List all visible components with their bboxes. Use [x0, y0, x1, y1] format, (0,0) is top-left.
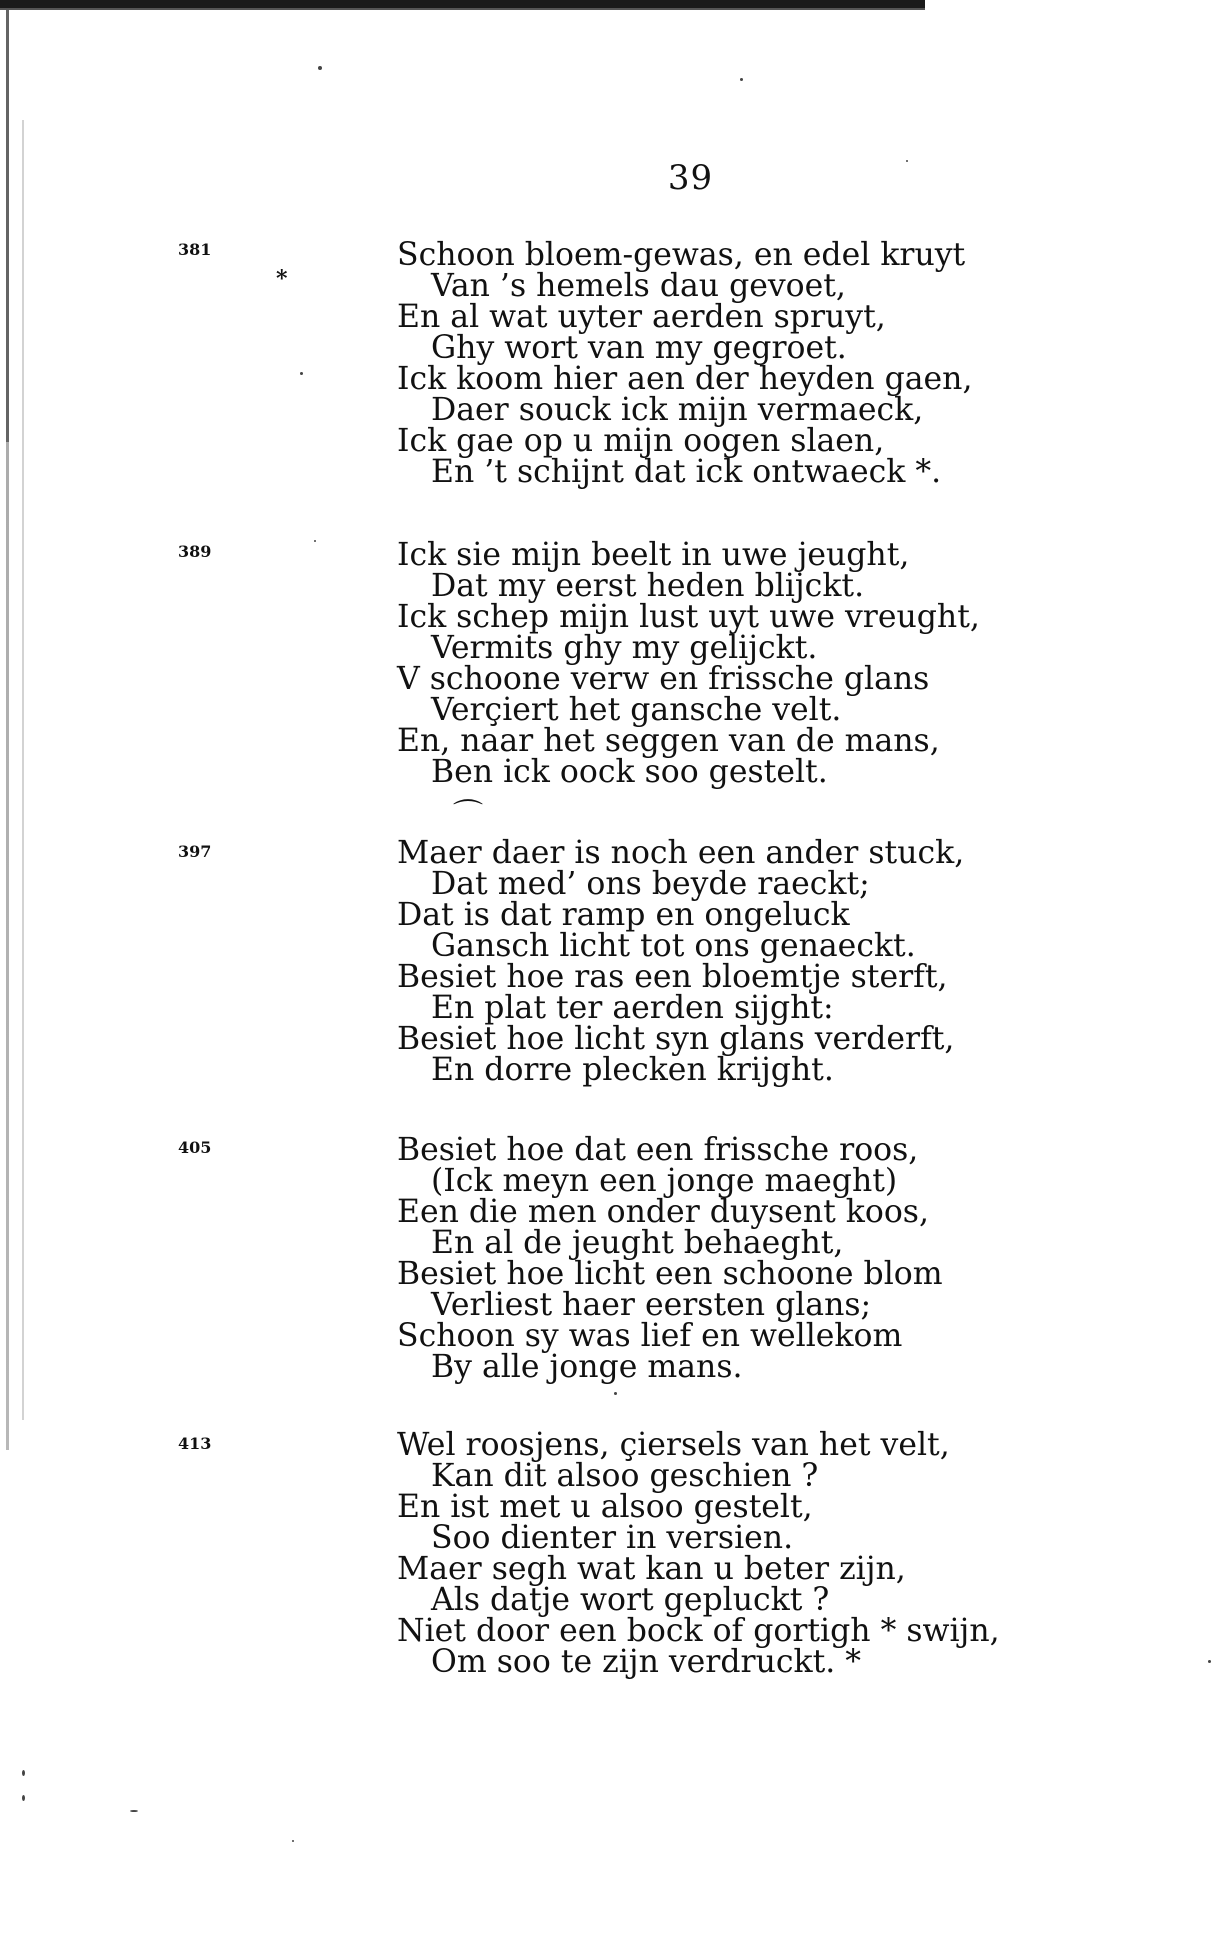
- verse-line: Wel roosjens, çiersels van het velt,: [397, 1427, 950, 1463]
- verse-line: Als datje wort gepluckt ?: [431, 1582, 830, 1618]
- verse-line: Schoon sy was lief en wellekom: [397, 1318, 903, 1354]
- scan-speck: [22, 1795, 25, 1801]
- page-number: 39: [667, 158, 714, 198]
- verse-line: En ist met u alsoo gestelt,: [397, 1489, 813, 1525]
- stanza-405: [397, 1132, 1017, 1385]
- top-border-rule: [0, 0, 925, 8]
- scan-speck: [906, 160, 908, 162]
- verse-line: Vermits ghy my gelijckt.: [431, 630, 818, 666]
- verse-line: Een die men onder duysent koos,: [397, 1194, 929, 1230]
- stanza-413: [397, 1427, 1017, 1680]
- verse-line: Om soo te zijn verdruckt. *: [431, 1644, 862, 1680]
- verse-line: Besiet hoe dat een frissche roos,: [397, 1132, 919, 1168]
- margin-asterisk-mark: *: [276, 266, 288, 292]
- verse-line: Ick koom hier aen der heyden gaen,: [397, 361, 973, 397]
- verse-line: Niet door een bock of gortigh * swijn,: [397, 1613, 1000, 1649]
- line-number-381: 381: [178, 240, 212, 259]
- scan-speck: [22, 1770, 25, 1776]
- scan-speck: [614, 1392, 617, 1395]
- verse-line: Ick gae op u mijn oogen slaen,: [397, 423, 885, 459]
- left-page-edge-shadow: [22, 120, 24, 1420]
- left-page-edge: [6, 10, 9, 1450]
- verse-line: (Ick meyn een jonge maeght): [431, 1163, 898, 1199]
- verse-line: Ben ick oock soo gestelt.: [431, 754, 828, 790]
- stanza-381: [397, 237, 1017, 490]
- verse-line: Maer daer is noch een ander stuck,: [397, 835, 965, 871]
- verse-line: Dat med’ ons beyde raeckt;: [431, 866, 870, 902]
- line-number-397: 397: [178, 842, 212, 861]
- verse-line: En ’t schijnt dat ick ontwaeck *.: [431, 454, 942, 490]
- scan-speck: [130, 1810, 138, 1812]
- verse-line: Verçiert het gansche velt.: [431, 692, 842, 728]
- stray-tilde-mark: ⌒: [453, 798, 483, 833]
- verse-line: En plat ter aerden sijght:: [431, 990, 834, 1026]
- verse-line: En al wat uyter aerden spruyt,: [397, 299, 886, 335]
- scan-speck: [300, 372, 303, 375]
- line-number-389: 389: [178, 542, 212, 561]
- verse-line: V schoone verw en frissche glans: [397, 661, 930, 697]
- verse-line: Schoon bloem-gewas, en edel kruyt: [397, 237, 966, 273]
- scan-speck: [292, 1840, 294, 1842]
- verse-line: Verliest haer eersten glans;: [431, 1287, 872, 1323]
- line-number-413: 413: [178, 1434, 212, 1453]
- verse-line: Gansch licht tot ons genaeckt.: [431, 928, 916, 964]
- line-number-405: 405: [178, 1138, 212, 1157]
- scan-speck: [740, 78, 743, 81]
- verse-line: En dorre plecken krijght.: [431, 1052, 834, 1088]
- verse-line: Soo dienter in versien.: [431, 1520, 794, 1556]
- verse-line: By alle jonge mans.: [431, 1349, 743, 1385]
- verse-line: Van ’s hemels dau gevoet,: [431, 268, 846, 304]
- scan-speck: [318, 66, 322, 70]
- verse-line: Maer segh wat kan u beter zijn,: [397, 1551, 906, 1587]
- scan-speck: [1208, 1660, 1211, 1663]
- verse-line: Daer souck ick mijn vermaeck,: [431, 392, 924, 428]
- verse-line: Dat my eerst heden blijckt.: [431, 568, 865, 604]
- verse-line: Besiet hoe ras een bloemtje sterft,: [397, 959, 948, 995]
- top-border-rule-thin: [0, 8, 925, 10]
- stanza-397: [397, 835, 1017, 1088]
- verse-line: En al de jeught behaeght,: [431, 1225, 844, 1261]
- verse-line: Ghy wort van my gegroet.: [431, 330, 847, 366]
- verse-line: Besiet hoe licht syn glans verderft,: [397, 1021, 955, 1057]
- verse-line: Kan dit alsoo geschien ?: [431, 1458, 819, 1494]
- verse-line: Besiet hoe licht een schoone blom: [397, 1256, 943, 1292]
- scan-speck: [314, 540, 316, 542]
- verse-line: Ick schep mijn lust uyt uwe vreught,: [397, 599, 980, 635]
- verse-line: Dat is dat ramp en ongeluck: [397, 897, 850, 933]
- stanza-389: [397, 537, 1017, 790]
- verse-line: Ick sie mijn beelt in uwe jeught,: [397, 537, 910, 573]
- verse-line: En, naar het seggen van de mans,: [397, 723, 940, 759]
